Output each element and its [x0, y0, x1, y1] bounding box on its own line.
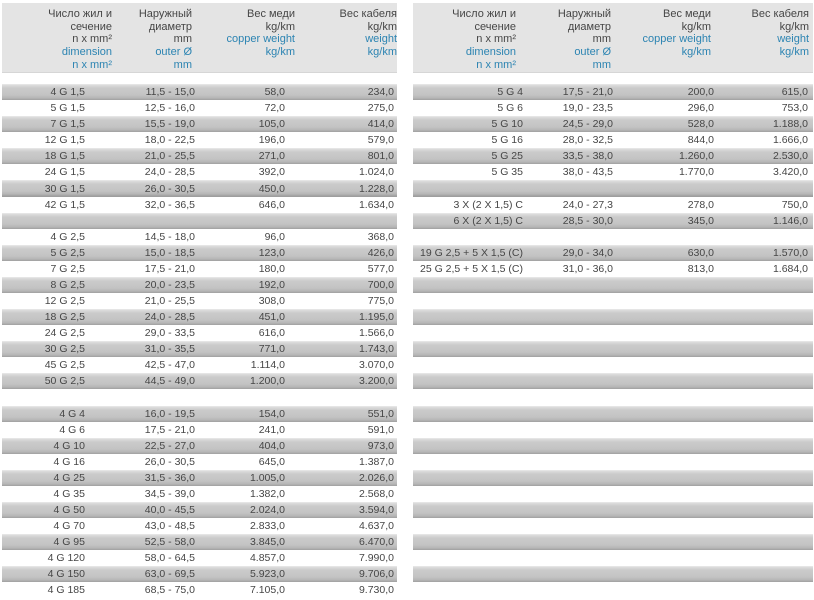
cable-weight-cell: 577,0	[367, 262, 394, 275]
outer-diameter-cell: 24,0 - 27,3	[562, 198, 613, 211]
copper-weight-cell: 404,0	[258, 439, 285, 452]
table-row	[2, 566, 397, 582]
cable-weight-cell: 591,0	[367, 423, 394, 436]
outer-diameter-cell: 44,5 - 49,0	[144, 375, 195, 388]
header-line-en: kg/km	[265, 46, 295, 59]
outer-diameter-cell: 31,0 - 36,0	[562, 262, 613, 275]
cable-weight-cell: 7.990,0	[358, 552, 394, 565]
outer-diameter-cell: 24,5 - 29,0	[562, 118, 613, 131]
cable-weight-cell: 3.594,0	[358, 504, 394, 517]
header-line: Число жил и	[48, 8, 112, 20]
copper-weight-cell: 1.005,0	[249, 471, 285, 484]
spacer-row	[413, 341, 813, 357]
table-row	[2, 357, 397, 373]
table-row	[2, 132, 397, 148]
dimension-cell: 5 G 16	[491, 134, 523, 147]
dimension-cell: 5 G 25	[491, 150, 523, 163]
outer-diameter-cell: 11,5 - 15,0	[145, 86, 195, 99]
cable-weight-cell: 9.730,0	[358, 584, 394, 597]
dimension-cell: 30 G 1,5	[44, 182, 85, 195]
copper-weight-cell: 813,0	[687, 262, 714, 275]
dimension-cell: 6 X (2 X 1,5) C	[453, 214, 523, 227]
table-body-right	[413, 84, 813, 599]
table-row	[2, 261, 397, 277]
copper-weight-cell: 154,0	[258, 407, 285, 420]
header-line: Вес меди	[662, 8, 711, 20]
cable-weight-cell: 973,0	[367, 439, 394, 452]
outer-diameter-cell: 42,5 - 47,0	[144, 359, 195, 372]
outer-diameter-cell: 21,0 - 25,5	[144, 150, 195, 163]
dimension-cell: 12 G 1,5	[44, 134, 85, 147]
cable-spec-table-right	[413, 3, 813, 599]
spacer-row	[2, 389, 397, 405]
copper-weight-cell: 1.260,0	[678, 150, 714, 163]
header-line-en: outer Ø	[574, 46, 611, 59]
outer-diameter-cell: 38,0 - 43,5	[562, 166, 613, 179]
table-row	[2, 197, 397, 213]
cable-weight-cell: 1.024,0	[358, 166, 394, 179]
outer-diameter-cell: 12,5 - 16,0	[144, 102, 195, 115]
table-row	[2, 373, 397, 389]
header-line-en: kg/km	[779, 46, 809, 59]
spacer-row	[413, 325, 813, 341]
copper-weight-cell: 771,0	[258, 343, 285, 356]
spacer-row	[413, 486, 813, 502]
cable-weight-cell: 2.530,0	[772, 150, 808, 163]
header-line: kg/km	[265, 20, 295, 33]
table-row	[2, 245, 397, 261]
table-row	[413, 148, 813, 164]
table-row	[2, 148, 397, 164]
header-line-en: n x mm²	[72, 58, 112, 71]
header-line-en: kg/km	[367, 46, 397, 59]
copper-weight-cell: 1.382,0	[249, 487, 285, 500]
spacer-row	[413, 180, 813, 196]
outer-diameter-cell: 17,5 - 21,0	[144, 262, 195, 275]
outer-diameter-cell: 15,5 - 19,0	[144, 118, 195, 131]
dimension-cell: 4 G 35	[53, 487, 85, 500]
outer-diameter-cell: 22,5 - 27,0	[144, 439, 195, 452]
spacer-row	[413, 277, 813, 293]
table-row	[2, 550, 397, 566]
spacer-row	[413, 309, 813, 325]
table-row	[413, 132, 813, 148]
header-line-en: outer Ø	[155, 46, 192, 59]
cable-weight-cell: 1.570,0	[772, 246, 808, 259]
copper-weight-cell: 308,0	[258, 295, 285, 308]
outer-diameter-cell: 18,0 - 22,5	[144, 134, 195, 147]
header-line: kg/km	[681, 20, 711, 33]
header-line-en: mm	[592, 58, 611, 71]
outer-diameter-cell: 31,5 - 36,0	[144, 471, 195, 484]
copper-weight-cell: 192,0	[258, 278, 285, 291]
copper-weight-cell: 528,0	[687, 118, 714, 131]
table-row	[2, 438, 397, 454]
header-line-en: mm	[173, 58, 192, 71]
table-row	[2, 229, 397, 245]
table-row	[413, 84, 813, 100]
spacer-row	[413, 470, 813, 486]
outer-diameter-cell: 31,0 - 35,5	[144, 343, 195, 356]
copper-weight-cell: 1.200,0	[249, 375, 285, 388]
table-row	[2, 116, 397, 132]
header-line: mm	[173, 33, 192, 46]
copper-weight-cell: 123,0	[258, 246, 285, 259]
header-line: kg/km	[367, 20, 397, 33]
table-body-left	[2, 84, 397, 599]
outer-diameter-cell: 21,0 - 25,5	[144, 295, 195, 308]
dimension-cell: 5 G 4	[497, 86, 523, 99]
cable-weight-cell: 3.070,0	[358, 359, 394, 372]
dimension-cell: 12 G 2,5	[44, 295, 85, 308]
dimension-cell: 30 G 2,5	[44, 343, 85, 356]
spacer-row	[413, 422, 813, 438]
cable-weight-cell: 1.146,0	[772, 214, 808, 227]
copper-weight-cell: 105,0	[258, 118, 285, 131]
dimension-cell: 24 G 1,5	[44, 166, 85, 179]
cable-spec-table-left	[2, 3, 397, 599]
header-line: Вес кабеля	[339, 8, 397, 20]
dimension-cell: 42 G 1,5	[44, 198, 85, 211]
dimension-cell: 4 G 2,5	[50, 230, 85, 243]
cable-weight-cell: 801,0	[367, 150, 394, 163]
table-row	[413, 100, 813, 116]
table-row	[413, 261, 813, 277]
cable-weight-cell: 579,0	[367, 134, 394, 147]
header-line: Наружный	[138, 8, 192, 20]
outer-diameter-cell: 20,0 - 23,5	[144, 278, 195, 291]
spacer-row	[413, 534, 813, 550]
table-row	[2, 309, 397, 325]
outer-diameter-cell: 43,0 - 48,5	[144, 520, 195, 533]
table-row	[413, 164, 813, 180]
dimension-cell: 4 G 4	[59, 407, 85, 420]
cable-weight-cell: 1.666,0	[772, 134, 808, 147]
cable-weight-cell: 3.420,0	[772, 166, 808, 179]
cable-weight-cell: 1.566,0	[358, 327, 394, 340]
dimension-cell: 4 G 120	[47, 552, 85, 565]
header-line-en: dimension	[61, 46, 112, 59]
table-row	[2, 422, 397, 438]
header-line: n x mm²	[72, 33, 112, 46]
dimension-cell: 4 G 50	[53, 504, 85, 517]
dimension-cell: 45 G 2,5	[44, 359, 85, 372]
table-row	[2, 486, 397, 502]
header-col-dimension	[413, 8, 525, 72]
outer-diameter-cell: 26,0 - 30,5	[144, 182, 195, 195]
spacer-row	[2, 213, 397, 229]
copper-weight-cell: 844,0	[687, 134, 714, 147]
header-line-en: copper weight	[642, 33, 711, 46]
table-header-left	[2, 3, 397, 73]
outer-diameter-cell: 63,0 - 69,5	[144, 568, 195, 581]
copper-weight-cell: 271,0	[258, 150, 285, 163]
table-row	[2, 100, 397, 116]
dimension-cell: 4 G 70	[53, 520, 85, 533]
header-line: диаметр	[148, 20, 192, 33]
outer-diameter-cell: 40,0 - 45,5	[144, 504, 195, 517]
spacer-row	[413, 550, 813, 566]
copper-weight-cell: 278,0	[687, 198, 714, 211]
header-line-en: n x mm²	[476, 58, 516, 71]
outer-diameter-cell: 24,0 - 28,5	[144, 311, 195, 324]
outer-diameter-cell: 29,0 - 34,0	[562, 246, 613, 259]
header-line: сечение	[70, 20, 112, 33]
spacer-row	[413, 373, 813, 389]
dimension-cell: 4 G 6	[59, 423, 85, 436]
cable-weight-cell: 426,0	[367, 246, 394, 259]
outer-diameter-cell: 15,0 - 18,5	[144, 246, 195, 259]
copper-weight-cell: 5.923,0	[249, 568, 285, 581]
cable-weight-cell: 1.387,0	[358, 455, 394, 468]
dimension-cell: 50 G 2,5	[44, 375, 85, 388]
header-col-outer-diameter	[525, 8, 615, 72]
outer-diameter-cell: 19,0 - 23,5	[562, 102, 613, 115]
table-row	[413, 245, 813, 261]
table-row	[2, 406, 397, 422]
table-row	[2, 325, 397, 341]
dimension-cell: 4 G 10	[53, 439, 85, 452]
copper-weight-cell: 72,0	[264, 102, 285, 115]
dimension-cell: 7 G 2,5	[50, 262, 85, 275]
table-row	[2, 470, 397, 486]
spacer-row	[413, 518, 813, 534]
cable-weight-cell: 9.706,0	[358, 568, 394, 581]
cable-weight-cell: 1.195,0	[358, 311, 394, 324]
dimension-cell: 25 G 2,5 + 5 X 1,5 (C)	[419, 262, 523, 275]
outer-diameter-cell: 68,5 - 75,0	[144, 584, 195, 597]
outer-diameter-cell: 29,0 - 33,5	[144, 327, 195, 340]
table-row	[2, 502, 397, 518]
spacer-row	[413, 293, 813, 309]
header-line-en: dimension	[465, 46, 516, 59]
dimension-cell: 5 G 35	[491, 166, 523, 179]
copper-weight-cell: 200,0	[687, 86, 714, 99]
dimension-cell: 24 G 2,5	[44, 327, 85, 340]
outer-diameter-cell: 17,5 - 21,0	[144, 423, 195, 436]
dimension-cell: 4 G 25	[53, 471, 85, 484]
spacer-row	[413, 438, 813, 454]
header-line: сечение	[474, 20, 516, 33]
header-line: Вес меди	[246, 8, 295, 20]
cable-weight-cell: 1.188,0	[772, 118, 808, 131]
header-line-en: weight	[777, 33, 809, 46]
outer-diameter-cell: 34,5 - 39,0	[144, 487, 195, 500]
header-col-copper-weight	[615, 8, 715, 72]
table-row	[413, 213, 813, 229]
dimension-cell: 19 G 2,5 + 5 X 1,5 (C)	[419, 246, 523, 259]
copper-weight-cell: 1.770,0	[678, 166, 714, 179]
table-row	[413, 197, 813, 213]
cable-weight-cell: 275,0	[367, 102, 394, 115]
header-line-en: kg/km	[681, 46, 711, 59]
dimension-cell: 5 G 1,5	[50, 102, 85, 115]
header-line-en: weight	[365, 33, 397, 46]
table-row	[413, 116, 813, 132]
spacer-row	[413, 566, 813, 582]
spacer-row	[413, 229, 813, 245]
outer-diameter-cell: 17,5 - 21,0	[562, 86, 613, 99]
spacer-row	[413, 582, 813, 598]
header-col-cable-weight	[715, 8, 813, 72]
copper-weight-cell: 96,0	[264, 230, 285, 243]
dimension-cell: 7 G 1,5	[50, 118, 85, 131]
cable-weight-cell: 6.470,0	[358, 536, 394, 549]
copper-weight-cell: 241,0	[258, 423, 285, 436]
copper-weight-cell: 630,0	[687, 246, 714, 259]
dimension-cell: 18 G 2,5	[44, 311, 85, 324]
outer-diameter-cell: 33,5 - 38,0	[562, 150, 613, 163]
outer-diameter-cell: 14,5 - 18,0	[144, 230, 195, 243]
table-row	[2, 277, 397, 293]
cable-weight-cell: 700,0	[367, 278, 394, 291]
dimension-cell: 4 G 95	[53, 536, 85, 549]
copper-weight-cell: 2.833,0	[249, 520, 285, 533]
spacer-row	[413, 357, 813, 373]
copper-weight-cell: 7.105,0	[249, 584, 285, 597]
dimension-cell: 4 G 185	[47, 584, 85, 597]
header-line: kg/km	[779, 20, 809, 33]
table-row	[2, 164, 397, 180]
header-line: Вес кабеля	[751, 8, 809, 20]
cable-weight-cell: 615,0	[781, 86, 808, 99]
spacer-row	[413, 406, 813, 422]
cable-weight-cell: 750,0	[781, 198, 808, 211]
dimension-cell: 3 X (2 X 1,5) C	[453, 198, 523, 211]
cable-weight-cell: 551,0	[367, 407, 394, 420]
dimension-cell: 5 G 2,5	[50, 246, 85, 259]
dimension-cell: 4 G 16	[53, 455, 85, 468]
cable-weight-cell: 775,0	[367, 295, 394, 308]
cable-weight-cell: 753,0	[781, 102, 808, 115]
spacer-row	[413, 454, 813, 470]
copper-weight-cell: 3.845,0	[249, 536, 285, 549]
spacer-row	[413, 389, 813, 405]
outer-diameter-cell: 28,5 - 30,0	[562, 214, 613, 227]
cable-weight-cell: 3.200,0	[358, 375, 394, 388]
dimension-cell: 5 G 10	[491, 118, 523, 131]
copper-weight-cell: 196,0	[258, 134, 285, 147]
header-line: диаметр	[567, 20, 611, 33]
dimension-cell: 4 G 1,5	[50, 86, 85, 99]
table-row	[2, 582, 397, 598]
dimension-cell: 8 G 2,5	[50, 278, 85, 291]
outer-diameter-cell: 52,5 - 58,0	[144, 536, 195, 549]
cable-weight-cell: 1.684,0	[772, 262, 808, 275]
dimension-cell: 4 G 150	[47, 568, 85, 581]
header-col-dimension	[2, 8, 112, 72]
header-line: Наружный	[557, 8, 611, 20]
copper-weight-cell: 180,0	[258, 262, 285, 275]
cable-weight-cell: 1.634,0	[358, 198, 394, 211]
copper-weight-cell: 392,0	[258, 166, 285, 179]
copper-weight-cell: 4.857,0	[249, 552, 285, 565]
copper-weight-cell: 646,0	[258, 198, 285, 211]
cable-weight-cell: 1.228,0	[358, 182, 394, 195]
table-row	[2, 518, 397, 534]
copper-weight-cell: 616,0	[258, 327, 285, 340]
cable-weight-cell: 414,0	[367, 118, 394, 131]
outer-diameter-cell: 28,0 - 32,5	[562, 134, 613, 147]
spacer-row	[413, 502, 813, 518]
table-row	[2, 180, 397, 196]
table-row	[2, 84, 397, 100]
table-row	[2, 293, 397, 309]
copper-weight-cell: 1.114,0	[250, 359, 285, 372]
header-col-cable-weight	[295, 8, 397, 72]
dimension-cell: 18 G 1,5	[44, 150, 85, 163]
table-row	[2, 341, 397, 357]
copper-weight-cell: 645,0	[258, 455, 285, 468]
header-line: mm	[592, 33, 611, 46]
copper-weight-cell: 451,0	[258, 311, 285, 324]
outer-diameter-cell: 58,0 - 64,5	[144, 552, 195, 565]
copper-weight-cell: 450,0	[258, 182, 285, 195]
outer-diameter-cell: 26,0 - 30,5	[144, 455, 195, 468]
header-line: n x mm²	[476, 33, 516, 46]
copper-weight-cell: 2.024,0	[249, 504, 285, 517]
cable-weight-cell: 1.743,0	[358, 343, 394, 356]
header-col-outer-diameter	[112, 8, 195, 72]
table-header-right	[413, 3, 813, 73]
outer-diameter-cell: 32,0 - 36,5	[144, 198, 195, 211]
header-line: Число жил и	[452, 8, 516, 20]
outer-diameter-cell: 24,0 - 28,5	[144, 166, 195, 179]
cable-weight-cell: 2.026,0	[358, 471, 394, 484]
copper-weight-cell: 296,0	[687, 102, 714, 115]
cable-weight-cell: 4.637,0	[358, 520, 394, 533]
copper-weight-cell: 58,0	[264, 86, 285, 99]
header-line-en: copper weight	[226, 33, 295, 46]
copper-weight-cell: 345,0	[687, 214, 714, 227]
outer-diameter-cell: 16,0 - 19,5	[144, 407, 195, 420]
dimension-cell: 5 G 6	[497, 102, 523, 115]
cable-weight-cell: 368,0	[367, 230, 394, 243]
header-col-copper-weight	[195, 8, 295, 72]
table-row	[2, 454, 397, 470]
table-row	[2, 534, 397, 550]
cable-weight-cell: 2.568,0	[358, 487, 394, 500]
cable-weight-cell: 234,0	[367, 86, 394, 99]
